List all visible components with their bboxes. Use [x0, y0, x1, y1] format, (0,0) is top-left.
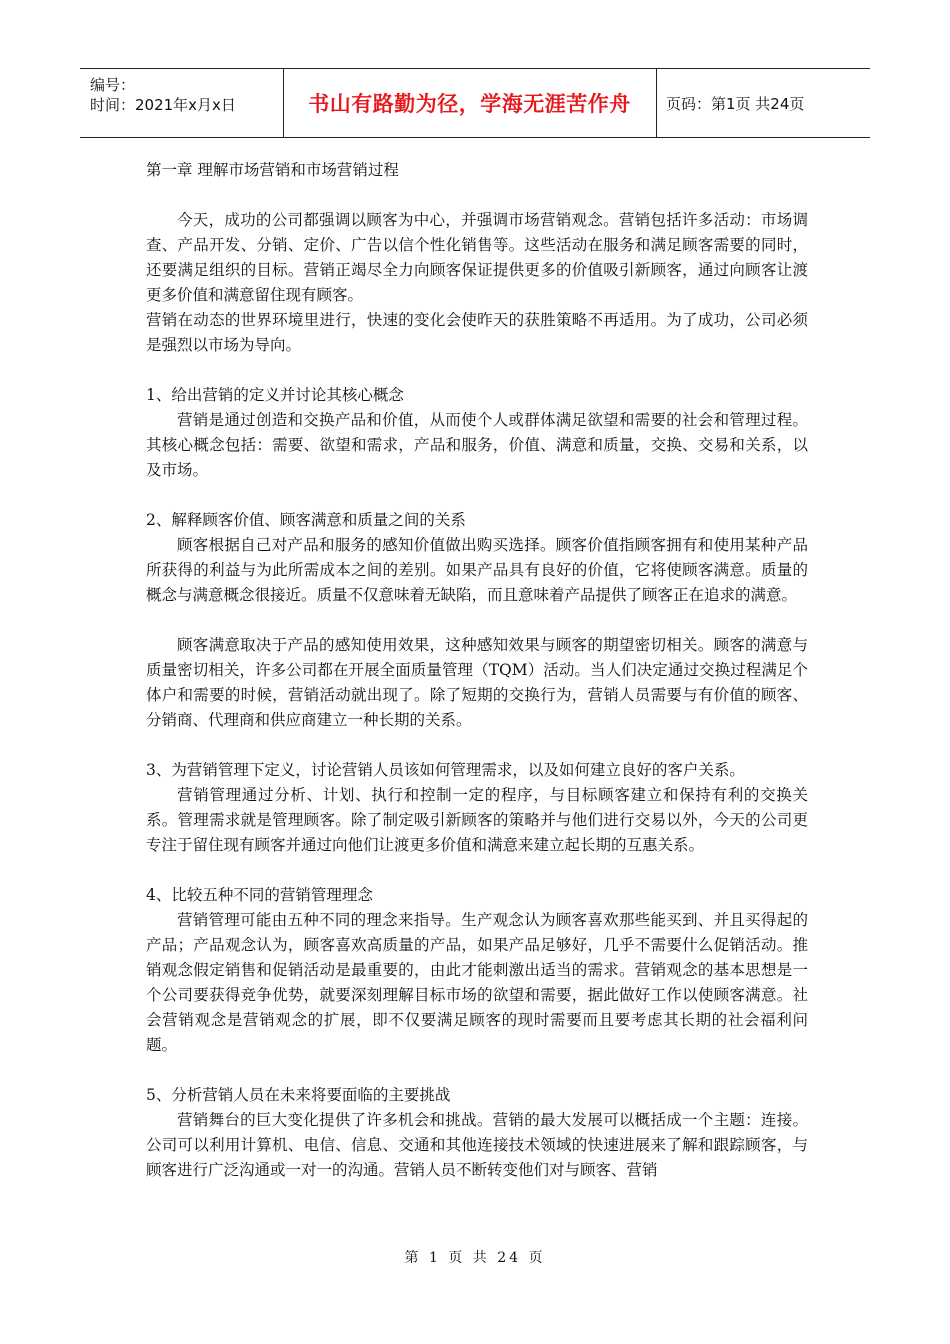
- header-divider: [656, 69, 657, 137]
- section-heading: 1、给出营销的定义并讨论其核心概念: [146, 386, 404, 404]
- section-paragraph: 顾客满意取决于产品的感知使用效果，这种感知效果与顾客的期望密切相关。顾客的满意与质量密切相关，许多公司都在开展全面质量管理（TQM）活动。当人们决定通过交换过程满足个体户和需要的时候，营销活动就出现了。除了短期的交换行为，营销人员需要与有价值的顾客、分销商、代理商和供应商建立一种长期的关系。: [146, 636, 808, 729]
- document-body: [146, 158, 808, 1183]
- section-paragraph: 营销舞台的巨大变化提供了许多机会和挑战。营销的最大发展可以概括成一个主题：连接。公司可以利用计算机、电信、信息、交通和其他连接技术领域的快速进展来了解和跟踪顾客，与顾客进行广泛沟通或一对一的沟通。营销人员不断转变他们对与顾客、营销: [146, 1111, 808, 1179]
- document-number-label: 编号：: [90, 76, 136, 94]
- section-paragraph: 营销管理通过分析、计划、执行和控制一定的程序，与目标顾客建立和保持有利的交换关系。管理需求就是管理顾客。除了制定吸引新顾客的策略并与他们进行交易以外，今天的公司更专注于留住现有顾客并通过向他们让渡更多价值和满意来建立起长期的互惠关系。: [146, 786, 808, 854]
- header-page-number: 页码：第1页 共24页: [666, 94, 805, 113]
- section-heading: 3、为营销管理下定义，讨论营销人员该如何管理需求，以及如何建立良好的客户关系。: [146, 761, 745, 779]
- section-paragraph: 营销是通过创造和交换产品和价值，从而使个人或群体满足欲望和需要的社会和管理过程。其核心概念包括：需要、欲望和需求，产品和服务，价值、满意和质量，交换、交易和关系，以及市场。: [146, 411, 808, 479]
- section-paragraph: 顾客根据自己对产品和服务的感知价值做出购买选择。顾客价值指顾客拥有和使用某种产品所获得的利益与为此所需成本之间的差别。如果产品具有良好的价值，它将使顾客满意。质量的概念与满意概念很接近。质量不仅意味着无缺陷，而且意味着产品提供了顾客正在追求的满意。: [146, 536, 808, 604]
- header-meta: [90, 75, 280, 115]
- page-footer: 第 1 页 共 24 页: [404, 1250, 546, 1266]
- section-heading: 4、比较五种不同的营销管理理念: [146, 886, 373, 904]
- page-header: [80, 68, 870, 138]
- section-heading: 5、分析营销人员在未来将要面临的主要挑战: [146, 1086, 451, 1104]
- document-date: 时间：2021年x月x日: [90, 96, 236, 114]
- intro-paragraph: 营销在动态的世界环境里进行，快速的变化会使昨天的获胜策略不再适用。为了成功，公司必须是强烈以市场为导向。: [146, 311, 808, 354]
- chapter-title: 第一章 理解市场营销和市场营销过程: [146, 161, 399, 179]
- intro-paragraph: 今天，成功的公司都强调以顾客为中心，并强调市场营销观念。营销包括许多活动：市场调查、产品开发、分销、定价、广告以信个性化销售等。这些活动在服务和满足顾客需要的同时，还要满足组织的目标。营销正竭尽全力向顾客保证提供更多的价值吸引新顾客，通过向顾客让渡更多价值和满意留住现有顾客。: [146, 211, 808, 304]
- header-motto: 书山有路勤为径，学海无涯苦作舟: [308, 92, 631, 116]
- section-heading: 2、解释顾客价值、顾客满意和质量之间的关系: [146, 511, 466, 529]
- section-paragraph: 营销管理可能由五种不同的理念来指导。生产观念认为顾客喜欢那些能买到、并且买得起的产品；产品观念认为，顾客喜欢高质量的产品，如果产品足够好，几乎不需要什么促销活动。推销观念假定销售和促销活动是最重要的，由此才能刺激出适当的需求。营销观念的基本思想是一个公司要获得竞争优势，就要深刻理解目标市场的欲望和需要，据此做好工作以使顾客满意。社会营销观念是营销观念的扩展，即不仅要满足顾客的现时需要而且要考虑其长期的社会福利问题。: [146, 911, 808, 1054]
